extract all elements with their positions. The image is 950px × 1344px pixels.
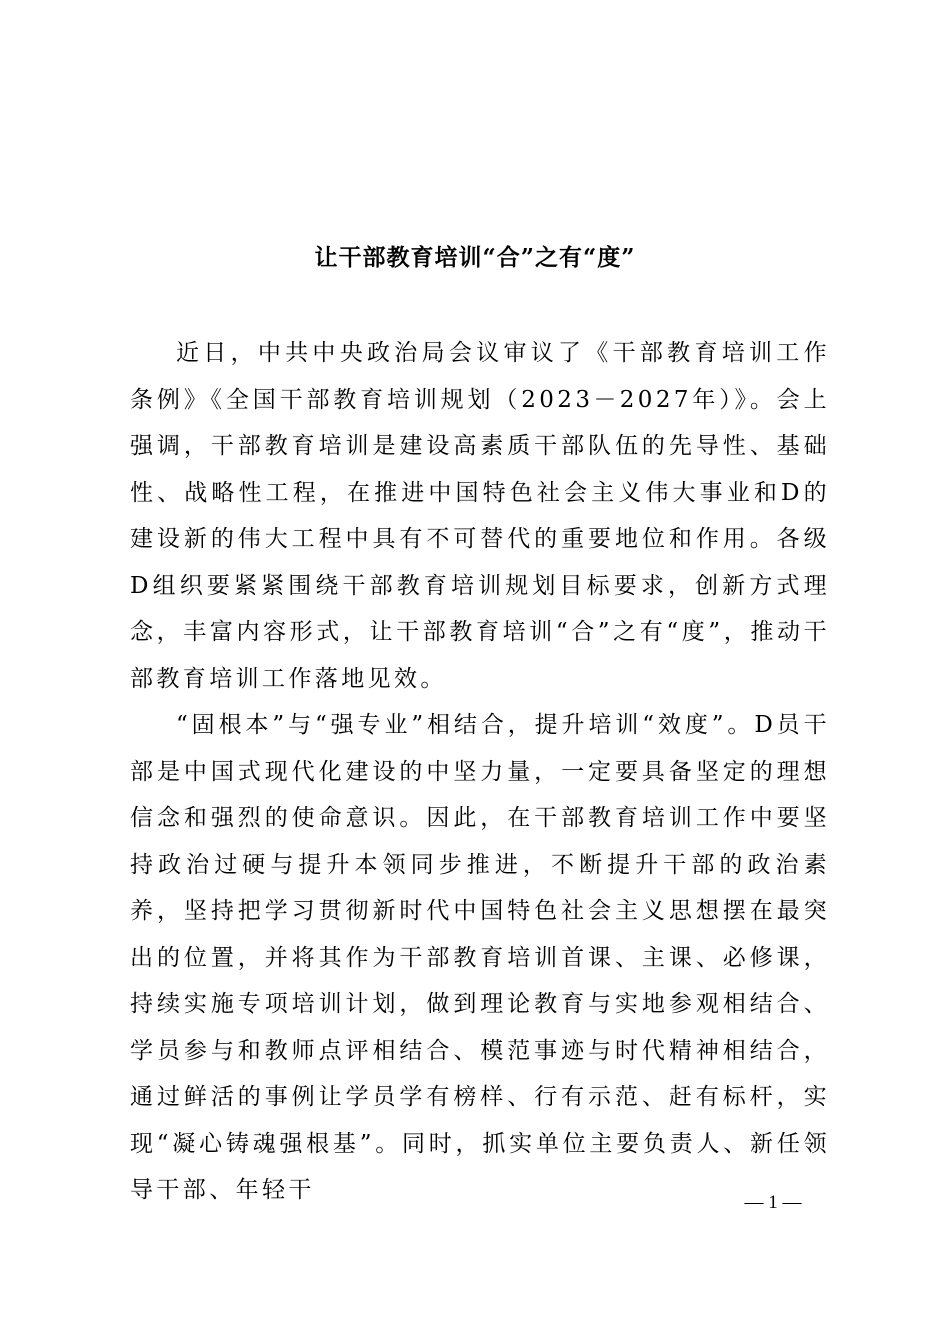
page-number: — 1 — xyxy=(744,1192,802,1213)
document-title: 让干部教育培训“合”之有“度” xyxy=(314,244,636,271)
document-body xyxy=(130,330,830,1214)
paragraph-intro: 近日，中共中央政治局会议审议了《干部教育培训工作条例》《全国干部教育培训规划（2023－2027年）》。会上强调，干部教育培训是建设高素质干部队伍的先导性、基础性、战略性工程，在推进中国特色社会主义伟大事业和D的建设新的伟大工程中具有不可替代的重要地位和作用。各级D组织要紧紧围绕干部教育培训规划目标要求，创新方式理念，丰富内容形式，让干部教育培训“合”之有“度”，推动干部教育培训工作落地见效。 xyxy=(130,340,830,692)
paragraph-effectiveness: “固根本”与“强专业”相结合，提升培训“效度”。D员干部是中国式现代化建设的中坚力量，一定要具备坚定的理想信念和强烈的使命意识。因此，在干部教育培训工作中要坚持政治过硬与提升本领同步推进，不断提升干部的政治素养，坚持把学习贯彻新时代中国特色社会主义思想摆在最突出的位置，并将其作为干部教育培训首课、主课、必修课，持续实施专项培训计划，做到理论教育与实地参观相结合、学员参与和教师点评相结合、模范事迹与时代精神相结合，通过鲜活的事例让学员学有榜样、行有示范、赶有标杆，实现“凝心铸魂强根基”。同时，抓实单位主要负责人、新任领导干部、年轻干 xyxy=(130,712,830,1203)
